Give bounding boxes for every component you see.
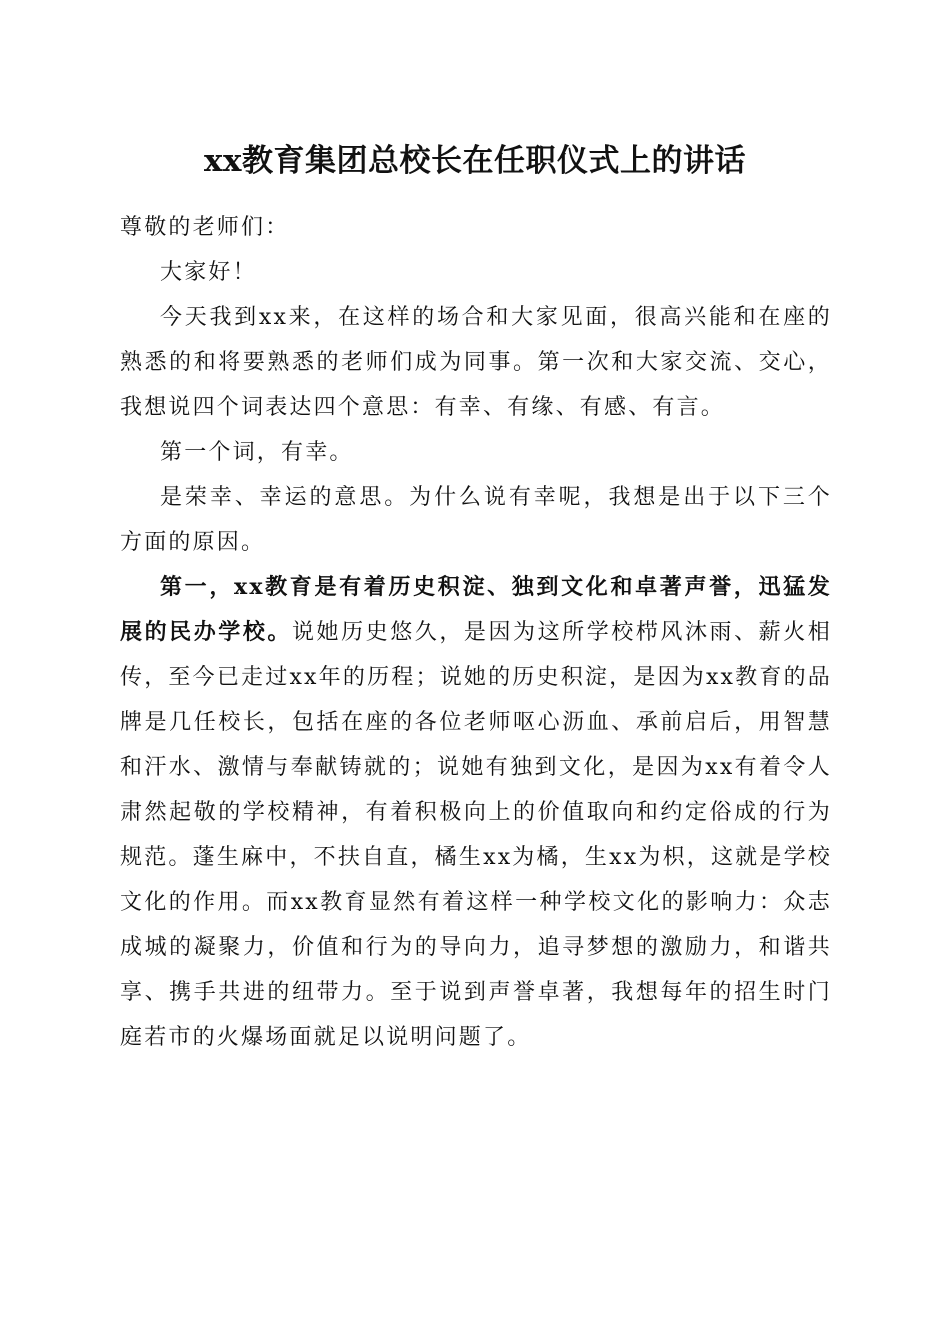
first-reason-lead: 第一，xx教育是有着历史积淀、独到文化和卓著声誉，迅猛发展的民办学校。 bbox=[120, 574, 832, 645]
document-title: xx教育集团总校长在任职仪式上的讲话 bbox=[204, 143, 746, 179]
first-reason-body: 说她历史悠久，是因为这所学校栉风沐雨、薪火相传，至今已走过xx年的历程；说她的历史积淀，是因为xx教育的品牌是几任校长，包括在座的各位老师呕心沥血、承前启后，用智慧和汗水、激情与奉献铸就的；说她有独到文化，是因为xx有着令人肃然起敬的学校精神，有着积极向上的价值取向和约定俗成的行为规范。蓬生麻中，不扶自直，橘生xx为橘，生xx为枳，这就是学校文化的作用。而xx教育显然有着这样一种学校文化的影响力：众志成城的凝聚力，价值和行为的导向力，追寻梦想的激励力，和谐共享、携手共进的纽带力。至于说到声誉卓著，我想每年的招生时门庭若市的火爆场面就足以说明问题了。 bbox=[120, 620, 832, 1050]
paragraph-first-reason bbox=[120, 565, 832, 1060]
greeting: 大家好！ bbox=[160, 260, 257, 285]
salutation: 尊敬的老师们： bbox=[120, 215, 290, 240]
document-body bbox=[120, 205, 832, 1060]
paragraph-intro: 今天我到xx来，在这样的场合和大家见面，很高兴能和在座的熟悉的和将要熟悉的老师们成为同事。第一次和大家交流、交心，我想说四个词表达四个意思：有幸、有缘、有感、有言。 bbox=[120, 305, 832, 420]
section-heading-first-word: 第一个词，有幸。 bbox=[160, 440, 354, 465]
paragraph-meaning: 是荣幸、幸运的意思。为什么说有幸呢，我想是出于以下三个方面的原因。 bbox=[120, 485, 832, 555]
